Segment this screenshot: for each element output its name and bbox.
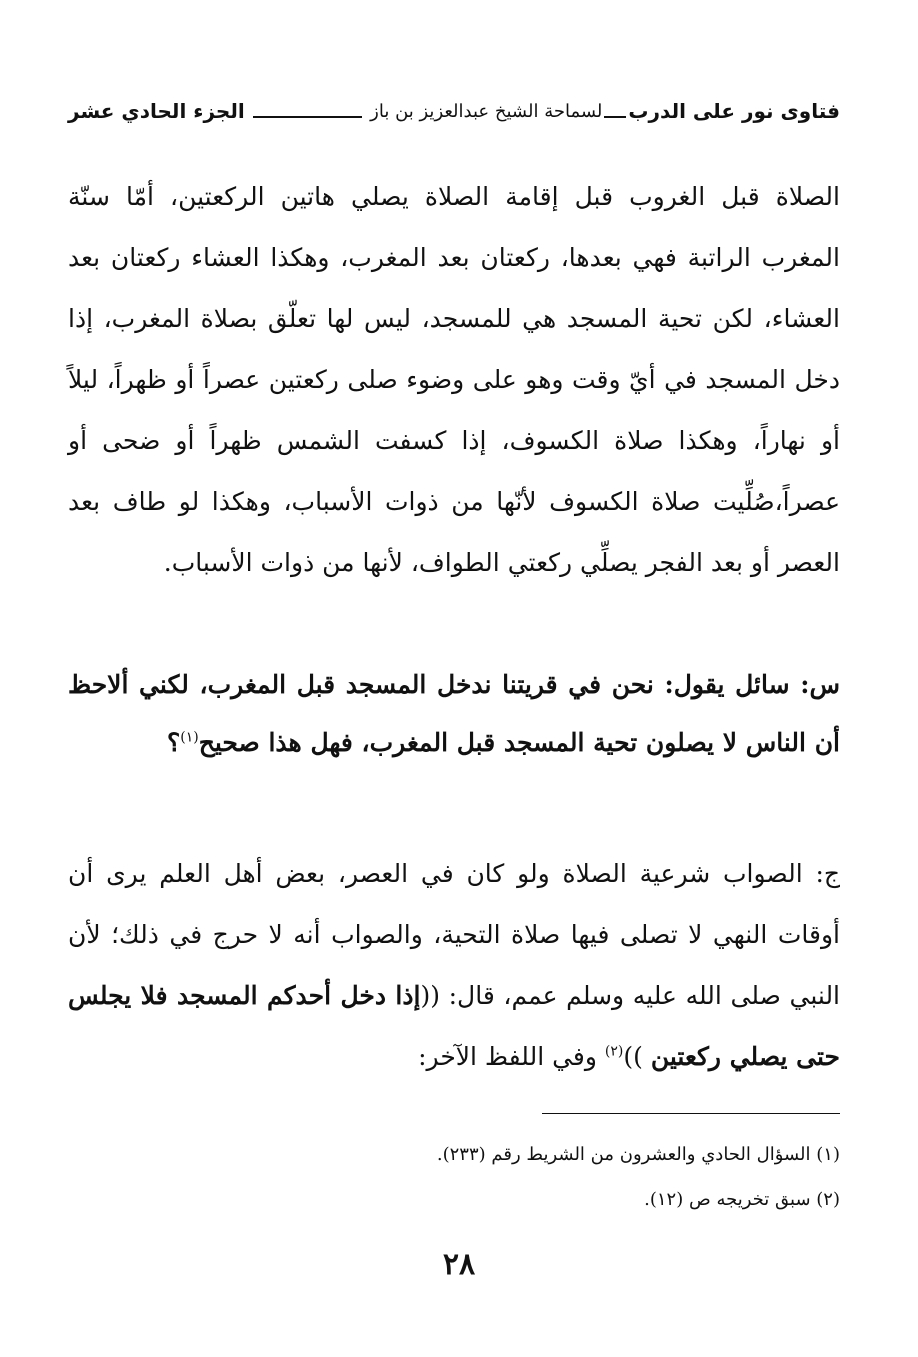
body-paragraph: الصلاة قبل الغروب قبل إقامة الصلاة يصلي هاتين الركعتين، أمّا سنّة المغرب الراتبة فهي بعدها، ركعتان بعد المغرب، وهكذا العشاء ركعتان بعد العشاء، لكن تحية المسجد هي للمسجد، ليس لها تعلّق بصلاة المغرب، إذا دخل المسجد في أيّ وقت وهو على وضوء صلى ركعتين عصراً أو ظهراً، ليلاً أو نهاراً، وهكذا صلاة الكسوف، إذا كسفت الشمس ظهراً أو ضحى أو عصراً،صُلِّيت صلاة الكسوف لأنّها من ذوات الأسباب، وهكذا لو طاف بعد العصر أو بعد الفجر يصلِّي ركعتي الطواف، لأنها من ذوات الأسباب. — [68, 182, 840, 577]
answer-continuation: وفي اللفظ الآخر: — [418, 1042, 605, 1071]
footnote-1: (١) السؤال الحادي والعشرون من الشريط رقم (٢٣٣). — [436, 1144, 840, 1165]
footnote-reference-1: (١) — [180, 729, 199, 746]
header-part-title: الجزء الحادي عشر — [68, 99, 245, 123]
running-header — [68, 94, 840, 128]
quote-close: )) — [623, 1042, 651, 1071]
answer-paragraph — [68, 843, 840, 1087]
footnote-2: (٢) سبق تخريجه ص (١٢). — [644, 1189, 840, 1210]
question-text: س: سائل يقول: نحن في قريتنا ندخل المسجد قبل المغرب، لكني ألاحظ أن الناس لا يصلون تحية المسجد قبل المغرب، فهل هذا صحيح — [68, 670, 840, 757]
answer-text: ج: الصواب شرعية الصلاة ولو كان في العصر، بعض أهل العلم يرى أن أوقات النهي لا تصلى فيها صلاة التحية، والصواب أنه لا حرج في ذلك؛ لأن النبي صلى الله عليه وسلم عمم، قال: (( — [68, 859, 841, 1010]
header-author: لسماحة الشيخ عبدالعزيز بن باز — [370, 100, 603, 122]
question-mark: ؟ — [166, 728, 181, 757]
header-separator-short — [604, 116, 626, 118]
page-number: ٢٨ — [442, 1247, 476, 1282]
footnote-separator — [542, 1113, 840, 1114]
header-book-title: فتاوى نور على الدرب — [628, 99, 840, 123]
header-separator-long — [253, 116, 362, 118]
hadith-quote: إذا دخل أحدكم المسجد فلا يجلس حتى يصلي ركعتين — [68, 981, 840, 1071]
footnote-reference-2: (٢) — [604, 1043, 624, 1060]
question-paragraph — [68, 656, 840, 772]
